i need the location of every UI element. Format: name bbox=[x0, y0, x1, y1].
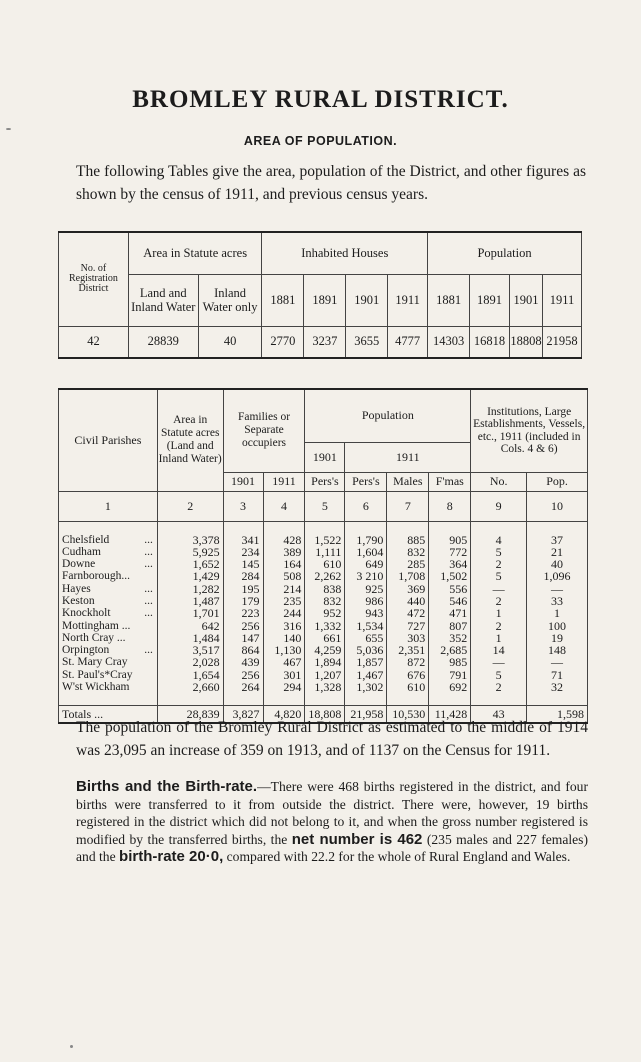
cell-pop: 33 bbox=[527, 595, 588, 607]
district-summary-table bbox=[58, 231, 582, 359]
cell-f1901: 284 bbox=[223, 570, 263, 582]
cell-f1901: 439 bbox=[223, 656, 263, 668]
cell-p1911: 1,302 bbox=[345, 681, 387, 693]
cell-males: 727 bbox=[387, 620, 429, 632]
totals-pop: 1,598 bbox=[527, 706, 588, 724]
cell-f1901: 223 bbox=[223, 607, 263, 619]
cell-no: 2 bbox=[471, 558, 527, 570]
parish-name: Knockholt ... bbox=[59, 607, 158, 619]
col-number-2: 2 bbox=[157, 491, 223, 521]
parish-name: W'st Wickham bbox=[59, 681, 158, 693]
cell-area: 1,429 bbox=[157, 570, 223, 582]
cell-males: 872 bbox=[387, 656, 429, 668]
header-pop: Pop. bbox=[527, 472, 588, 491]
table-row bbox=[59, 570, 588, 582]
cell-houses-1891: 3237 bbox=[304, 326, 346, 358]
header-reg-district: No. of Registration District bbox=[59, 232, 129, 326]
col-number-8: 8 bbox=[429, 491, 471, 521]
cell-p1901: 2,262 bbox=[305, 570, 345, 582]
cell-p1911: 1,467 bbox=[345, 669, 387, 681]
cell-fmas: 807 bbox=[429, 620, 471, 632]
cell-males: 885 bbox=[387, 534, 429, 546]
header-land: Land and Inland Water bbox=[128, 274, 198, 326]
totals-fmas: 11,428 bbox=[429, 706, 471, 724]
cell-p1901: 610 bbox=[305, 558, 345, 570]
cell-area: 642 bbox=[157, 620, 223, 632]
cell-fmas: 546 bbox=[429, 595, 471, 607]
paper-fleck bbox=[70, 1045, 73, 1048]
header-houses-1891: 1891 bbox=[304, 274, 346, 326]
cell-no: 1 bbox=[471, 607, 527, 619]
parish-name: St. Mary Cray bbox=[59, 656, 158, 668]
header-pop-1901: 1901 bbox=[305, 442, 345, 472]
col-number-10: 10 bbox=[527, 491, 588, 521]
cell-houses-1881: 2770 bbox=[262, 326, 304, 358]
cell-f1911: 508 bbox=[263, 570, 305, 582]
header-water: Inland Water only bbox=[198, 274, 262, 326]
cell-area: 1,484 bbox=[157, 632, 223, 644]
cell-males: 369 bbox=[387, 583, 429, 595]
cell-fmas: 791 bbox=[429, 669, 471, 681]
cell-f1901: 147 bbox=[223, 632, 263, 644]
parish-name: Hayes ... bbox=[59, 583, 158, 595]
cell-males: 285 bbox=[387, 558, 429, 570]
cell-pop: — bbox=[527, 583, 588, 595]
header-houses-1881: 1881 bbox=[262, 274, 304, 326]
cell-houses-1911: 4777 bbox=[388, 326, 428, 358]
totals-label: Totals ... bbox=[59, 706, 158, 724]
cell-pop-1901: 18808 bbox=[509, 326, 542, 358]
parish-name: North Cray ... bbox=[59, 632, 158, 644]
cell-water: 40 bbox=[198, 326, 262, 358]
cell-p1901: 1,207 bbox=[305, 669, 345, 681]
header-no: No. bbox=[471, 472, 527, 491]
header-fam-1901: 1901 bbox=[223, 472, 263, 491]
cell-area: 5,925 bbox=[157, 546, 223, 558]
population-estimate-paragraph: The population of the Bromley Rural District as estimated to the middle of 1914 was 23,095 an increase of 359 on 1913, and of 1137 on the Census for 1911. bbox=[76, 719, 588, 759]
cell-p1911: 1,534 bbox=[345, 620, 387, 632]
cell-no: 5 bbox=[471, 546, 527, 558]
cell-f1911: 428 bbox=[263, 534, 305, 546]
header-males: Males bbox=[387, 472, 429, 491]
cell-area: 1,487 bbox=[157, 595, 223, 607]
cell-f1911: 389 bbox=[263, 546, 305, 558]
cell-area: 1,652 bbox=[157, 558, 223, 570]
cell-p1911: 1,604 bbox=[345, 546, 387, 558]
parish-name: Downe ... bbox=[59, 558, 158, 570]
header-population: Population bbox=[305, 389, 471, 442]
birth-rate-highlight: birth-rate 20·0, bbox=[119, 848, 224, 865]
cell-pop: 19 bbox=[527, 632, 588, 644]
cell-pop: 71 bbox=[527, 669, 588, 681]
paper-fleck bbox=[6, 128, 11, 130]
parish-name: Keston ... bbox=[59, 595, 158, 607]
totals-no: 43 bbox=[471, 706, 527, 724]
totals-f1911: 4,820 bbox=[263, 706, 305, 724]
cell-f1901: 864 bbox=[223, 644, 263, 656]
cell-f1901: 195 bbox=[223, 583, 263, 595]
cell-f1901: 341 bbox=[223, 534, 263, 546]
cell-p1901: 1,894 bbox=[305, 656, 345, 668]
cell-area: 1,654 bbox=[157, 669, 223, 681]
cell-fmas: 905 bbox=[429, 534, 471, 546]
cell-pop-1911: 21958 bbox=[542, 326, 581, 358]
cell-no: 2 bbox=[471, 595, 527, 607]
cell-f1911: 1,130 bbox=[263, 644, 305, 656]
cell-district: 42 bbox=[59, 326, 129, 358]
parish-name: Orpington ... bbox=[59, 644, 158, 656]
header-pers-1901: Pers's bbox=[305, 472, 345, 491]
parish-rows bbox=[59, 534, 588, 694]
totals-males: 10,530 bbox=[387, 706, 429, 724]
header-area: Area in Statute acres (Land and Inland Water) bbox=[157, 389, 223, 491]
cell-p1911: 5,036 bbox=[345, 644, 387, 656]
cell-fmas: 556 bbox=[429, 583, 471, 595]
cell-area: 3,517 bbox=[157, 644, 223, 656]
header-families: Families or Separate occupiers bbox=[223, 389, 305, 472]
cell-f1911: 164 bbox=[263, 558, 305, 570]
parish-name: St. Paul's*Cray bbox=[59, 669, 158, 681]
cell-males: 472 bbox=[387, 607, 429, 619]
header-institutions: Institutions, Large Establishments, Vessels, etc., 1911 (included in Cols. 4 & 6) bbox=[471, 389, 588, 472]
cell-f1901: 256 bbox=[223, 620, 263, 632]
table-row bbox=[59, 326, 582, 358]
header-area: Area in Statute acres bbox=[128, 232, 262, 274]
cell-p1911: 1,790 bbox=[345, 534, 387, 546]
cell-p1911: 649 bbox=[345, 558, 387, 570]
cell-p1901: 1,522 bbox=[305, 534, 345, 546]
cell-no: 4 bbox=[471, 534, 527, 546]
cell-p1901: 952 bbox=[305, 607, 345, 619]
page-title: BROMLEY RURAL DISTRICT. bbox=[132, 86, 509, 113]
cell-pop: 21 bbox=[527, 546, 588, 558]
cell-f1901: 264 bbox=[223, 681, 263, 693]
cell-no: 5 bbox=[471, 570, 527, 582]
cell-no: — bbox=[471, 656, 527, 668]
cell-fmas: 1,502 bbox=[429, 570, 471, 582]
cell-p1911: 943 bbox=[345, 607, 387, 619]
cell-p1901: 1,111 bbox=[305, 546, 345, 558]
birth-rate-paragraph: Births and the Birth-rate.—There were 468 births registered in the district, and four births were transferred to it from outside the district. There were, however, 19 births registered in the district which did not belong to it, and when the gross number registered is modified by the transferred births, the net number is 462 (235 males and 227 females) and the birth-rate 20·0, compared with 22.2 for the whole of Rural England and Wales. bbox=[76, 778, 589, 865]
cell-land: 28839 bbox=[128, 326, 198, 358]
cell-f1901: 234 bbox=[223, 546, 263, 558]
cell-p1901: 838 bbox=[305, 583, 345, 595]
col-number-6: 6 bbox=[345, 491, 387, 521]
cell-fmas: 364 bbox=[429, 558, 471, 570]
cell-p1911: 3 210 bbox=[345, 570, 387, 582]
totals-p1911: 21,958 bbox=[345, 706, 387, 724]
table-row bbox=[59, 681, 588, 693]
birth-rate-heading: Births and the Birth-rate. bbox=[76, 778, 258, 795]
cell-no: 2 bbox=[471, 620, 527, 632]
table-row bbox=[59, 534, 588, 546]
col-number-3: 3 bbox=[223, 491, 263, 521]
cell-no: — bbox=[471, 583, 527, 595]
cell-males: 440 bbox=[387, 595, 429, 607]
parish-name: Chelsfield ... bbox=[59, 534, 158, 546]
col-number-5: 5 bbox=[305, 491, 345, 521]
cell-fmas: 471 bbox=[429, 607, 471, 619]
col-number-9: 9 bbox=[471, 491, 527, 521]
header-houses-1901: 1901 bbox=[346, 274, 388, 326]
cell-f1911: 301 bbox=[263, 669, 305, 681]
cell-f1911: 316 bbox=[263, 620, 305, 632]
cell-area: 1,282 bbox=[157, 583, 223, 595]
cell-p1901: 1,332 bbox=[305, 620, 345, 632]
cell-p1901: 1,328 bbox=[305, 681, 345, 693]
section-subtitle: AREA OF POPULATION. bbox=[243, 134, 398, 148]
cell-area: 2,028 bbox=[157, 656, 223, 668]
cell-f1911: 214 bbox=[263, 583, 305, 595]
cell-pop-1881: 14303 bbox=[428, 326, 470, 358]
totals-p1901: 18,808 bbox=[305, 706, 345, 724]
cell-p1911: 986 bbox=[345, 595, 387, 607]
cell-f1911: 467 bbox=[263, 656, 305, 668]
cell-pop: 40 bbox=[527, 558, 588, 570]
cell-pop: 32 bbox=[527, 681, 588, 693]
header-pop-1911: 1911 bbox=[345, 442, 471, 472]
cell-no: 14 bbox=[471, 644, 527, 656]
cell-area: 3,378 bbox=[157, 534, 223, 546]
cell-fmas: 692 bbox=[429, 681, 471, 693]
cell-p1901: 4,259 bbox=[305, 644, 345, 656]
cell-pop: 100 bbox=[527, 620, 588, 632]
cell-f1911: 140 bbox=[263, 632, 305, 644]
cell-fmas: 985 bbox=[429, 656, 471, 668]
header-fam-1911: 1911 bbox=[263, 472, 305, 491]
cell-fmas: 2,685 bbox=[429, 644, 471, 656]
cell-houses-1901: 3655 bbox=[346, 326, 388, 358]
cell-pop: 37 bbox=[527, 534, 588, 546]
intro-paragraph: The following Tables give the area, population of the District, and other figures as shown by the census of 1911, and previous census years. bbox=[76, 163, 586, 203]
cell-p1911: 925 bbox=[345, 583, 387, 595]
cell-no: 5 bbox=[471, 669, 527, 681]
cell-males: 676 bbox=[387, 669, 429, 681]
cell-fmas: 352 bbox=[429, 632, 471, 644]
cell-p1901: 661 bbox=[305, 632, 345, 644]
header-pop-1911: 1911 bbox=[542, 274, 581, 326]
header-pop-1881: 1881 bbox=[428, 274, 470, 326]
cell-p1901: 832 bbox=[305, 595, 345, 607]
cell-f1911: 294 bbox=[263, 681, 305, 693]
parish-name: Farnborough... bbox=[59, 570, 158, 582]
cell-pop-1891: 16818 bbox=[470, 326, 510, 358]
civil-parishes-table bbox=[58, 388, 588, 724]
totals-area: 28,839 bbox=[157, 706, 223, 724]
cell-f1901: 145 bbox=[223, 558, 263, 570]
header-houses-1911: 1911 bbox=[388, 274, 428, 326]
table-row bbox=[59, 656, 588, 668]
col-number-1: 1 bbox=[59, 491, 158, 521]
cell-males: 610 bbox=[387, 681, 429, 693]
totals-f1901: 3,827 bbox=[223, 706, 263, 724]
parish-name: Mottingham ... bbox=[59, 620, 158, 632]
cell-p1911: 655 bbox=[345, 632, 387, 644]
cell-pop: 1,096 bbox=[527, 570, 588, 582]
cell-males: 303 bbox=[387, 632, 429, 644]
cell-no: 1 bbox=[471, 632, 527, 644]
cell-f1901: 256 bbox=[223, 669, 263, 681]
parish-name: Cudham ... bbox=[59, 546, 158, 558]
header-houses: Inhabited Houses bbox=[262, 232, 428, 274]
cell-p1911: 1,857 bbox=[345, 656, 387, 668]
net-number-highlight: net number is 462 bbox=[291, 830, 423, 848]
header-population: Population bbox=[428, 232, 582, 274]
header-pop-1891: 1891 bbox=[470, 274, 510, 326]
cell-pop: — bbox=[527, 656, 588, 668]
header-pers-1911: Pers's bbox=[345, 472, 387, 491]
header-pop-1901: 1901 bbox=[509, 274, 542, 326]
col-number-4: 4 bbox=[263, 491, 305, 521]
col-number-7: 7 bbox=[387, 491, 429, 521]
cell-pop: 148 bbox=[527, 644, 588, 656]
cell-males: 2,351 bbox=[387, 644, 429, 656]
cell-area: 1,701 bbox=[157, 607, 223, 619]
cell-fmas: 772 bbox=[429, 546, 471, 558]
cell-f1911: 244 bbox=[263, 607, 305, 619]
cell-f1911: 235 bbox=[263, 595, 305, 607]
header-civil-parishes: Civil Parishes bbox=[59, 389, 158, 491]
cell-pop: 1 bbox=[527, 607, 588, 619]
header-fmas: F'mas bbox=[429, 472, 471, 491]
cell-f1901: 179 bbox=[223, 595, 263, 607]
table-row bbox=[59, 607, 588, 619]
cell-males: 1,708 bbox=[387, 570, 429, 582]
cell-area: 2,660 bbox=[157, 681, 223, 693]
cell-no: 2 bbox=[471, 681, 527, 693]
cell-males: 832 bbox=[387, 546, 429, 558]
